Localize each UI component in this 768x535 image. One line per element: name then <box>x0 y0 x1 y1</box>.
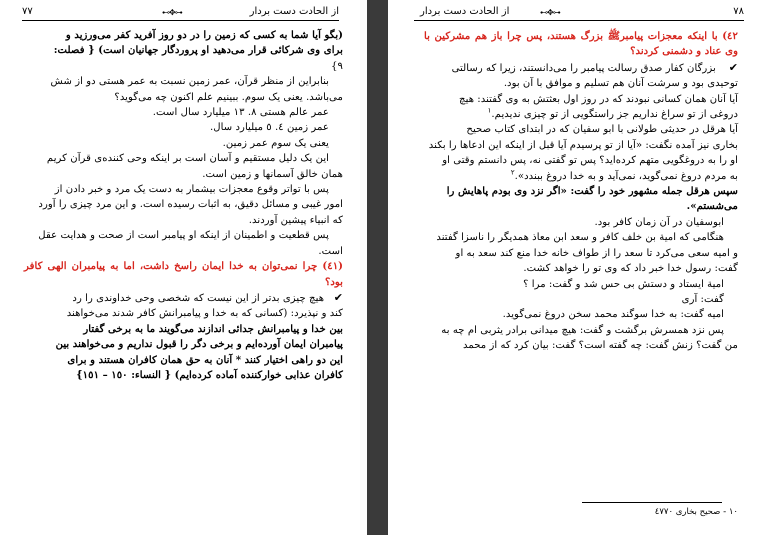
text-line: پس با تواتر وقوع معجزات بیشمار به دست یک مرد و خبر دادن از <box>54 184 329 196</box>
section-heading-42: ٤٢) با اینکه معجزات پیامبرﷺ بزرگ هستند، پس چرا باز هم مشرکین با وی عناد و دشمنی کردند؟ <box>424 30 738 58</box>
check-mark-icon: ✔ <box>333 290 343 304</box>
answer-line-first <box>24 290 343 306</box>
verse-line: (بگو آیا شما به کسی که زمین را در دو روز آفرید کفر می‌ورزید و <box>65 29 343 41</box>
text-line: کند و نپذیرد: (کسانی که به خدا و پیامبرانش کافر شدند می‌خواهند <box>66 308 343 320</box>
verse-line: کافران عذابی خوارکننده آماده کرده‌ایم) { النساء: ١٥٠ – ١٥١} <box>76 368 343 381</box>
right-header-title: از الحادت دست بردار <box>420 6 510 17</box>
text-line: می‌باشد. یعنی یک سوم. ببینیم علم اکنون چه می‌گوید؟ <box>114 91 343 103</box>
text-line: امیة ایستاد و دستش بی حس شد و گفت: مرا ؟ <box>523 278 724 290</box>
answer-line-first <box>424 60 738 76</box>
right-page <box>388 0 768 535</box>
quote-line: می‌شستم». <box>686 200 738 213</box>
text-line: است. <box>318 245 343 257</box>
left-page-number: ٧٧ <box>22 6 33 17</box>
verse-line: پیامبران ایمان آورده‌ایم و برخی دگر را قبول نداریم و می‌خواهند بین <box>55 338 343 351</box>
verse-reference: ٩} <box>331 60 343 72</box>
text-line: هیچ چیزی بدتر از این نیست که شخصی وحی خداوندی را رد <box>72 292 325 304</box>
right-page-number: ٧٨ <box>733 6 744 17</box>
footnote: ١٠ - صحیح بخاری ٤٧٧٠ <box>654 507 738 517</box>
verse-line: این دو راهی اختیار کنند * آنان به حق همان کافران هستند و برای <box>67 353 343 366</box>
text-line: گفت: رسول خدا خبر داد که وی تو را خواهد کشت. <box>523 263 738 275</box>
text-line: دروغی از تو سراغ نداریم جز راستگویی از تو چیزی ندیدیم. <box>491 109 738 121</box>
text-line: پس قطعیت و اطمینان از اینکه او پیامبر است از صحت و هدایت عقل <box>38 230 329 242</box>
left-header-ornament: ⊷✥⊶ <box>162 8 182 17</box>
text-line: بخاری نیز آمده نگفت: «آیا از تو پرسیدم آیا قبل از اینکه این ادعاها را بکند <box>428 139 738 151</box>
right-page-header <box>414 6 744 21</box>
text-line-with-footnote <box>424 169 738 184</box>
right-page-body <box>424 29 738 354</box>
check-mark-icon: ✔ <box>728 60 738 74</box>
text-line-with-footnote <box>424 107 738 122</box>
text-line: یعنی یک سوم عمر زمین. <box>222 137 329 149</box>
verse-line: بین خدا و پیامبرانش جدائی اندازند می‌گویند ما به برخی گفتار <box>83 322 343 335</box>
text-line: امیه گفت: به خدا سوگند محمد سخن دروغ نمی‌گوید. <box>502 309 724 321</box>
text-line: و امیه سعی می‌کرد تا سعد را از طواف خانه خدا منع کند سعد به او <box>455 247 738 259</box>
verse-line: برای وی شرکائی قرار می‌دهید او پروردگار جهانیان است) { فصلت: <box>53 44 343 57</box>
left-page <box>0 0 367 535</box>
text-line: این یک دلیل مستقیم و آسان است بر اینکه وحی کننده‌ی قرآن کریم <box>46 153 329 165</box>
quote-line: سپس هرقل جمله مشهور خود را گفت: «اگر نزد وی بودم پاهایش را <box>446 185 738 198</box>
footnote-divider <box>582 502 722 503</box>
left-header-title: از الحادت دست بردار <box>249 6 339 17</box>
text-line: آیا هرقل در حدیثی طولانی با ابو سفیان که در ابتدای کتاب صحیح <box>466 124 738 136</box>
footnote-marker: ٢ <box>510 168 515 177</box>
text-line: پس نزد همسرش برگشت و گفت: هیچ میدانی برادر یثربی ام چه به <box>441 324 724 336</box>
text-line: به مردم دروغ نمی‌گوید، نمی‌آید و به خدا دروغ ببندد». <box>514 170 738 182</box>
text-line: عمر زمین ٤. ٥ میلیارد سال. <box>209 122 329 134</box>
text-line: من گفت؟ زنش گفت: چه گفته است؟ گفت: بیان کرد که از محمد <box>462 340 738 352</box>
left-page-body <box>24 28 343 383</box>
text-line: توحیدی بود و سرشت آنان هم تسلیم و موافق با آن بود. <box>503 78 738 90</box>
text-line: هنگامی که امیة بن خلف کافر و سعد ابن معاذ همدیگر را ناسزا گفتند <box>436 232 724 244</box>
text-line: او را به دروغگویی متهم کرده‌اید؟ پس تو گفتی نه، پس دانستم وقتی او <box>442 155 738 167</box>
text-line: آیا آنان همان کسانی نبودند که در روز اول بعثتش به وی گفتند: هیچ <box>459 93 738 105</box>
text-line: بزرگان کفار صدق رسالت پیامبر را می‌دانستند، زیرا که رسالتی <box>451 62 716 74</box>
left-page-header <box>22 6 339 21</box>
text-line: همان خالق آسمانها و زمین است. <box>202 168 343 180</box>
text-line: امور غیبی و مسائل دقیق، به اثبات رسیده است. و این مرد چیزی را آورد <box>38 199 343 211</box>
text-line: ابوسفیان در آن زمان کافر بود. <box>594 216 724 228</box>
right-header-ornament: ⊷✥⊶ <box>540 8 560 17</box>
section-heading-41: (٤١) چرا نمی‌توان به خدا ایمان راسخ داشت، اما به پیامبران الهی کافر بود؟ <box>24 260 343 288</box>
text-line: گفت: آری <box>681 293 724 305</box>
text-line: که انبیاء پیشین آوردند. <box>248 214 343 226</box>
text-line: بنابراین از منظر قرآن، عمر زمین نسبت به عمر هستی دو از شش <box>50 76 329 88</box>
text-line: عمر عالم هستی ٨. ١٣ میلیارد سال است. <box>152 107 329 119</box>
footnote-marker: ١ <box>487 106 492 115</box>
